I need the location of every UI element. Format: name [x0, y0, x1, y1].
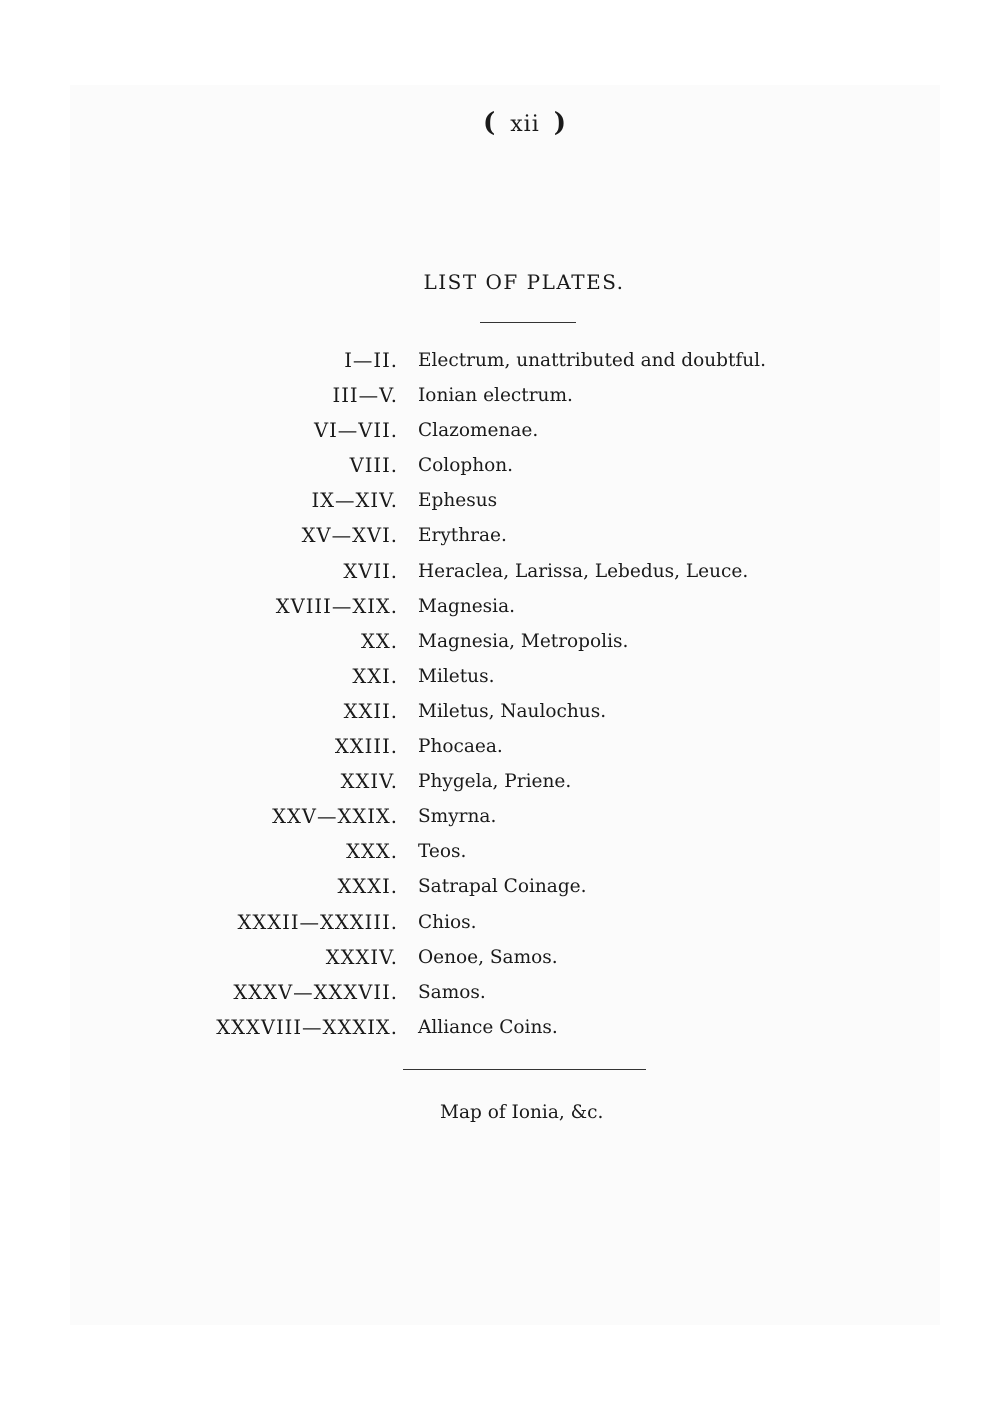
plate-description: Phocaea.	[418, 736, 503, 758]
plate-number: III—V.	[332, 384, 398, 408]
map-caption: Map of Ionia, &c.	[440, 1102, 604, 1123]
plate-description: Chios.	[418, 911, 477, 933]
plate-number: XX.	[361, 629, 398, 653]
plate-description: Smyrna.	[418, 806, 497, 828]
plate-entry	[0, 380, 1000, 415]
plate-number: XXX.	[346, 840, 398, 864]
plate-description: Teos.	[418, 841, 467, 863]
plate-entry	[0, 766, 1000, 801]
plate-entry	[0, 415, 1000, 450]
plate-entry	[0, 450, 1000, 485]
plate-description: Colophon.	[418, 455, 514, 477]
plate-entry	[0, 345, 1000, 380]
plate-number: XXXIV.	[325, 945, 398, 969]
plate-number: XVIII—XIX.	[275, 594, 398, 618]
plate-entry	[0, 836, 1000, 871]
plate-description: Erythrae.	[418, 525, 507, 547]
title-divider	[480, 322, 576, 323]
plate-number: XXXII—XXXIII.	[237, 910, 398, 934]
close-paren: )	[553, 108, 568, 138]
plate-entry	[0, 696, 1000, 731]
plate-description: Clazomenae.	[418, 420, 539, 442]
plate-description: Ephesus	[418, 490, 498, 512]
plate-entry	[0, 485, 1000, 520]
plate-number: XXII.	[343, 699, 398, 723]
plate-entry	[0, 907, 1000, 942]
page-title: LIST OF PLATES.	[423, 270, 625, 294]
plate-number: XXIV.	[340, 770, 398, 794]
plate-entry	[0, 731, 1000, 766]
plates-list	[0, 345, 1000, 1047]
plate-entry	[0, 1012, 1000, 1047]
plate-description: Miletus.	[418, 665, 495, 687]
plate-description: Miletus, Naulochus.	[418, 700, 607, 722]
plate-number: XVII.	[343, 559, 398, 583]
plate-entry	[0, 871, 1000, 906]
plate-entry	[0, 977, 1000, 1012]
page-number	[0, 108, 1000, 138]
plate-entry	[0, 556, 1000, 591]
plate-number: XV—XVI.	[301, 524, 398, 548]
plate-entry	[0, 942, 1000, 977]
plate-number: VIII.	[349, 454, 398, 478]
plate-number: I—II.	[344, 349, 398, 372]
plate-entry	[0, 801, 1000, 836]
plate-number: XXV—XXIX.	[272, 805, 398, 829]
plate-entry	[0, 626, 1000, 661]
plate-description: Phygela, Priene.	[418, 771, 572, 793]
plate-number: VI—VII.	[314, 419, 398, 443]
plate-description: Heraclea, Larissa, Lebedus, Leuce.	[418, 560, 749, 582]
page-number-text: xii	[510, 112, 540, 137]
plate-description: Alliance Coins.	[418, 1016, 558, 1038]
plate-entry	[0, 661, 1000, 696]
plate-description: Satrapal Coinage.	[418, 876, 587, 898]
plate-description: Electrum, unattributed and doubtful.	[418, 350, 766, 371]
plate-entry	[0, 520, 1000, 555]
plate-description: Ionian electrum.	[418, 385, 573, 407]
plate-number: XXXV—XXXVII.	[233, 980, 398, 1004]
plate-description: Magnesia.	[418, 595, 515, 617]
plate-description: Samos.	[418, 981, 486, 1003]
plate-description: Magnesia, Metropolis.	[418, 630, 629, 652]
plate-number: XXI.	[352, 664, 398, 688]
plate-number: XXXVIII—XXXIX.	[216, 1015, 398, 1039]
plate-description: Oenoe, Samos.	[418, 946, 558, 968]
open-paren: (	[482, 108, 497, 138]
plate-number: XXXI.	[337, 875, 398, 899]
plate-number: IX—XIV.	[311, 489, 398, 513]
plate-number: XXIII.	[334, 735, 398, 759]
list-divider	[403, 1069, 646, 1070]
plate-entry	[0, 591, 1000, 626]
